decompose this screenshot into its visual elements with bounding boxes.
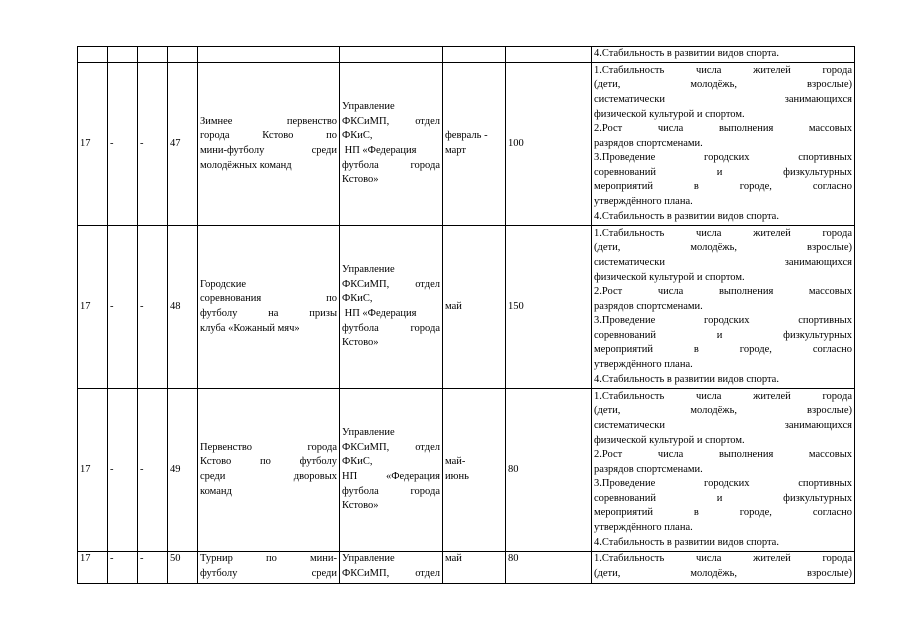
event-line: города Кстово по xyxy=(200,130,337,142)
result-cell xyxy=(592,552,855,584)
result-line: 2.Рост числа выполнения массовых xyxy=(594,449,852,461)
event-line: футболу на призы xyxy=(200,308,337,319)
event-cell xyxy=(198,226,340,389)
result-line: соревнований и физкультурных xyxy=(594,329,852,341)
organizer-line: ФКиС, xyxy=(342,130,373,142)
organizer-line: футбола города xyxy=(342,485,440,497)
result-line: разрядов спортсменами. xyxy=(594,300,703,312)
result-cell xyxy=(592,63,855,226)
participants-cell: 80 xyxy=(506,389,592,552)
organizer-line: Управление xyxy=(342,101,395,113)
result-line: утверждённого плана. xyxy=(594,196,693,208)
period-cell xyxy=(443,63,506,226)
cell-empty xyxy=(168,47,198,63)
result-line: мероприятий в городе, согласно xyxy=(594,344,852,356)
result-line: 4.Стабильность в развитии видов спорта. xyxy=(594,48,779,60)
result-line: 4.Стабильность в развитии видов спорта. xyxy=(594,536,779,548)
event-line: соревнования по xyxy=(200,293,337,305)
event-line: клуба «Кожаный мяч» xyxy=(200,322,300,334)
event-line: молодёжных команд xyxy=(200,159,292,171)
cell-empty xyxy=(78,47,108,63)
organizer-line: ФКСиМП, отдел xyxy=(342,441,440,453)
organizer-line: ФКСиМП, отдел xyxy=(342,115,440,127)
cell-empty xyxy=(108,47,138,63)
result-line: разрядов спортсменами. xyxy=(594,137,703,149)
result-line: мероприятий в городе, согласно xyxy=(594,181,852,193)
result-cell xyxy=(592,226,855,389)
result-line: 2.Рост числа выполнения массовых xyxy=(594,123,852,135)
result-line: мероприятий в городе, согласно xyxy=(594,507,852,519)
event-line: мини-футболу среди xyxy=(200,145,337,156)
organizer-line: НП «Федерация xyxy=(342,145,417,156)
cell-number: 48 xyxy=(168,226,198,389)
period-line: март xyxy=(445,145,466,156)
cell-dash: - xyxy=(108,63,138,226)
event-line: Кстово по футболу xyxy=(200,456,337,468)
period-line: май xyxy=(445,553,462,564)
result-line: 4.Стабильность в развитии видов спорта. xyxy=(594,373,779,385)
result-line: 1.Стабильность числа жителей города xyxy=(594,553,852,564)
result-line: 4.Стабильность в развитии видов спорта. xyxy=(594,210,779,222)
organizer-line: Кстово» xyxy=(342,500,379,512)
cell-empty xyxy=(198,47,340,63)
organizer-cell xyxy=(340,226,443,389)
result-line: соревнований и физкультурных xyxy=(594,492,852,504)
event-line: футболу среди xyxy=(200,567,337,579)
organizer-cell xyxy=(340,552,443,584)
result-cell xyxy=(592,389,855,552)
cell-number: 47 xyxy=(168,63,198,226)
carry-over-row xyxy=(78,47,855,63)
table-row xyxy=(78,389,855,552)
cell-dash: - xyxy=(108,389,138,552)
participants-cell: 80 xyxy=(506,552,592,584)
organizer-line: футбола города xyxy=(342,322,440,334)
event-line: Городские xyxy=(200,278,246,290)
result-line: 3.Проведение городских спортивных xyxy=(594,152,852,164)
cell-dash: - xyxy=(138,226,168,389)
event-line: Турнир по мини- xyxy=(200,553,337,564)
organizer-line: Кстово» xyxy=(342,337,379,349)
cell-empty xyxy=(138,47,168,63)
organizer-cell xyxy=(340,63,443,226)
organizer-line: футбола города xyxy=(342,159,440,171)
cell-dash: - xyxy=(138,63,168,226)
result-line: систематически занимающихся xyxy=(594,93,852,105)
result-line: физической культурой и спортом. xyxy=(594,108,745,120)
organizer-line: Управление xyxy=(342,553,395,564)
result-line: 1.Стабильность числа жителей города xyxy=(594,227,852,239)
result-line: систематически занимающихся xyxy=(594,256,852,268)
event-line: Первенство города xyxy=(200,441,337,453)
organizer-line: ФКСиМП, отдел xyxy=(342,278,440,290)
cell-empty xyxy=(443,47,506,63)
cell-number: 49 xyxy=(168,389,198,552)
event-cell xyxy=(198,552,340,584)
result-line: 2.Рост числа выполнения массовых xyxy=(594,286,852,298)
organizer-line: ФКиС, xyxy=(342,456,373,468)
cell-code: 17 xyxy=(78,226,108,389)
result-cell xyxy=(592,47,855,63)
event-cell xyxy=(198,389,340,552)
result-line: физической культурой и спортом. xyxy=(594,434,745,446)
cell-dash: - xyxy=(138,389,168,552)
period-cell xyxy=(443,552,506,584)
organizer-line: Управление xyxy=(342,264,395,276)
organizer-line: НП «Федерация xyxy=(342,471,440,482)
result-line: (дети, молодёжь, взрослые) xyxy=(594,567,852,579)
participants-cell: 100 xyxy=(506,63,592,226)
period-line: май- xyxy=(445,456,466,468)
result-line: 1.Стабильность числа жителей города xyxy=(594,390,852,402)
result-line: 1.Стабильность числа жителей города xyxy=(594,64,852,76)
result-line: утверждённого плана. xyxy=(594,359,693,371)
table-row xyxy=(78,63,855,226)
cell-dash: - xyxy=(138,552,168,584)
cell-number: 50 xyxy=(168,552,198,584)
events-table xyxy=(77,46,855,584)
event-line: Зимнее первенство xyxy=(200,115,337,127)
event-cell xyxy=(198,63,340,226)
period-cell xyxy=(443,389,506,552)
cell-empty xyxy=(340,47,443,63)
result-line: физической культурой и спортом. xyxy=(594,271,745,283)
result-line: соревнований и физкультурных xyxy=(594,166,852,178)
participants-cell: 150 xyxy=(506,226,592,389)
organizer-line: ФКиС, xyxy=(342,293,373,305)
period-line: февраль - xyxy=(445,130,488,142)
cell-empty xyxy=(506,47,592,63)
organizer-line: НП «Федерация xyxy=(342,308,417,319)
event-line: команд xyxy=(200,485,232,497)
result-line: 3.Проведение городских спортивных xyxy=(594,478,852,490)
organizer-line: Управление xyxy=(342,427,395,439)
organizer-line: Кстово» xyxy=(342,174,379,186)
period-line: июнь xyxy=(445,471,469,482)
event-line: среди дворовых xyxy=(200,471,337,482)
result-line: утверждённого плана. xyxy=(594,522,693,534)
result-line: (дети, молодёжь, взрослые) xyxy=(594,405,852,417)
cell-dash: - xyxy=(108,552,138,584)
period-line: май xyxy=(445,300,462,312)
period-cell xyxy=(443,226,506,389)
cell-code: 17 xyxy=(78,63,108,226)
table-row xyxy=(78,226,855,389)
result-line: 3.Проведение городских спортивных xyxy=(594,315,852,327)
result-line: (дети, молодёжь, взрослые) xyxy=(594,242,852,254)
result-line: разрядов спортсменами. xyxy=(594,463,703,475)
table-row xyxy=(78,552,855,584)
result-line: систематически занимающихся xyxy=(594,419,852,431)
cell-code: 17 xyxy=(78,552,108,584)
cell-code: 17 xyxy=(78,389,108,552)
result-line: (дети, молодёжь, взрослые) xyxy=(594,79,852,91)
cell-dash: - xyxy=(108,226,138,389)
organizer-line: ФКСиМП, отдел xyxy=(342,567,440,579)
organizer-cell xyxy=(340,389,443,552)
